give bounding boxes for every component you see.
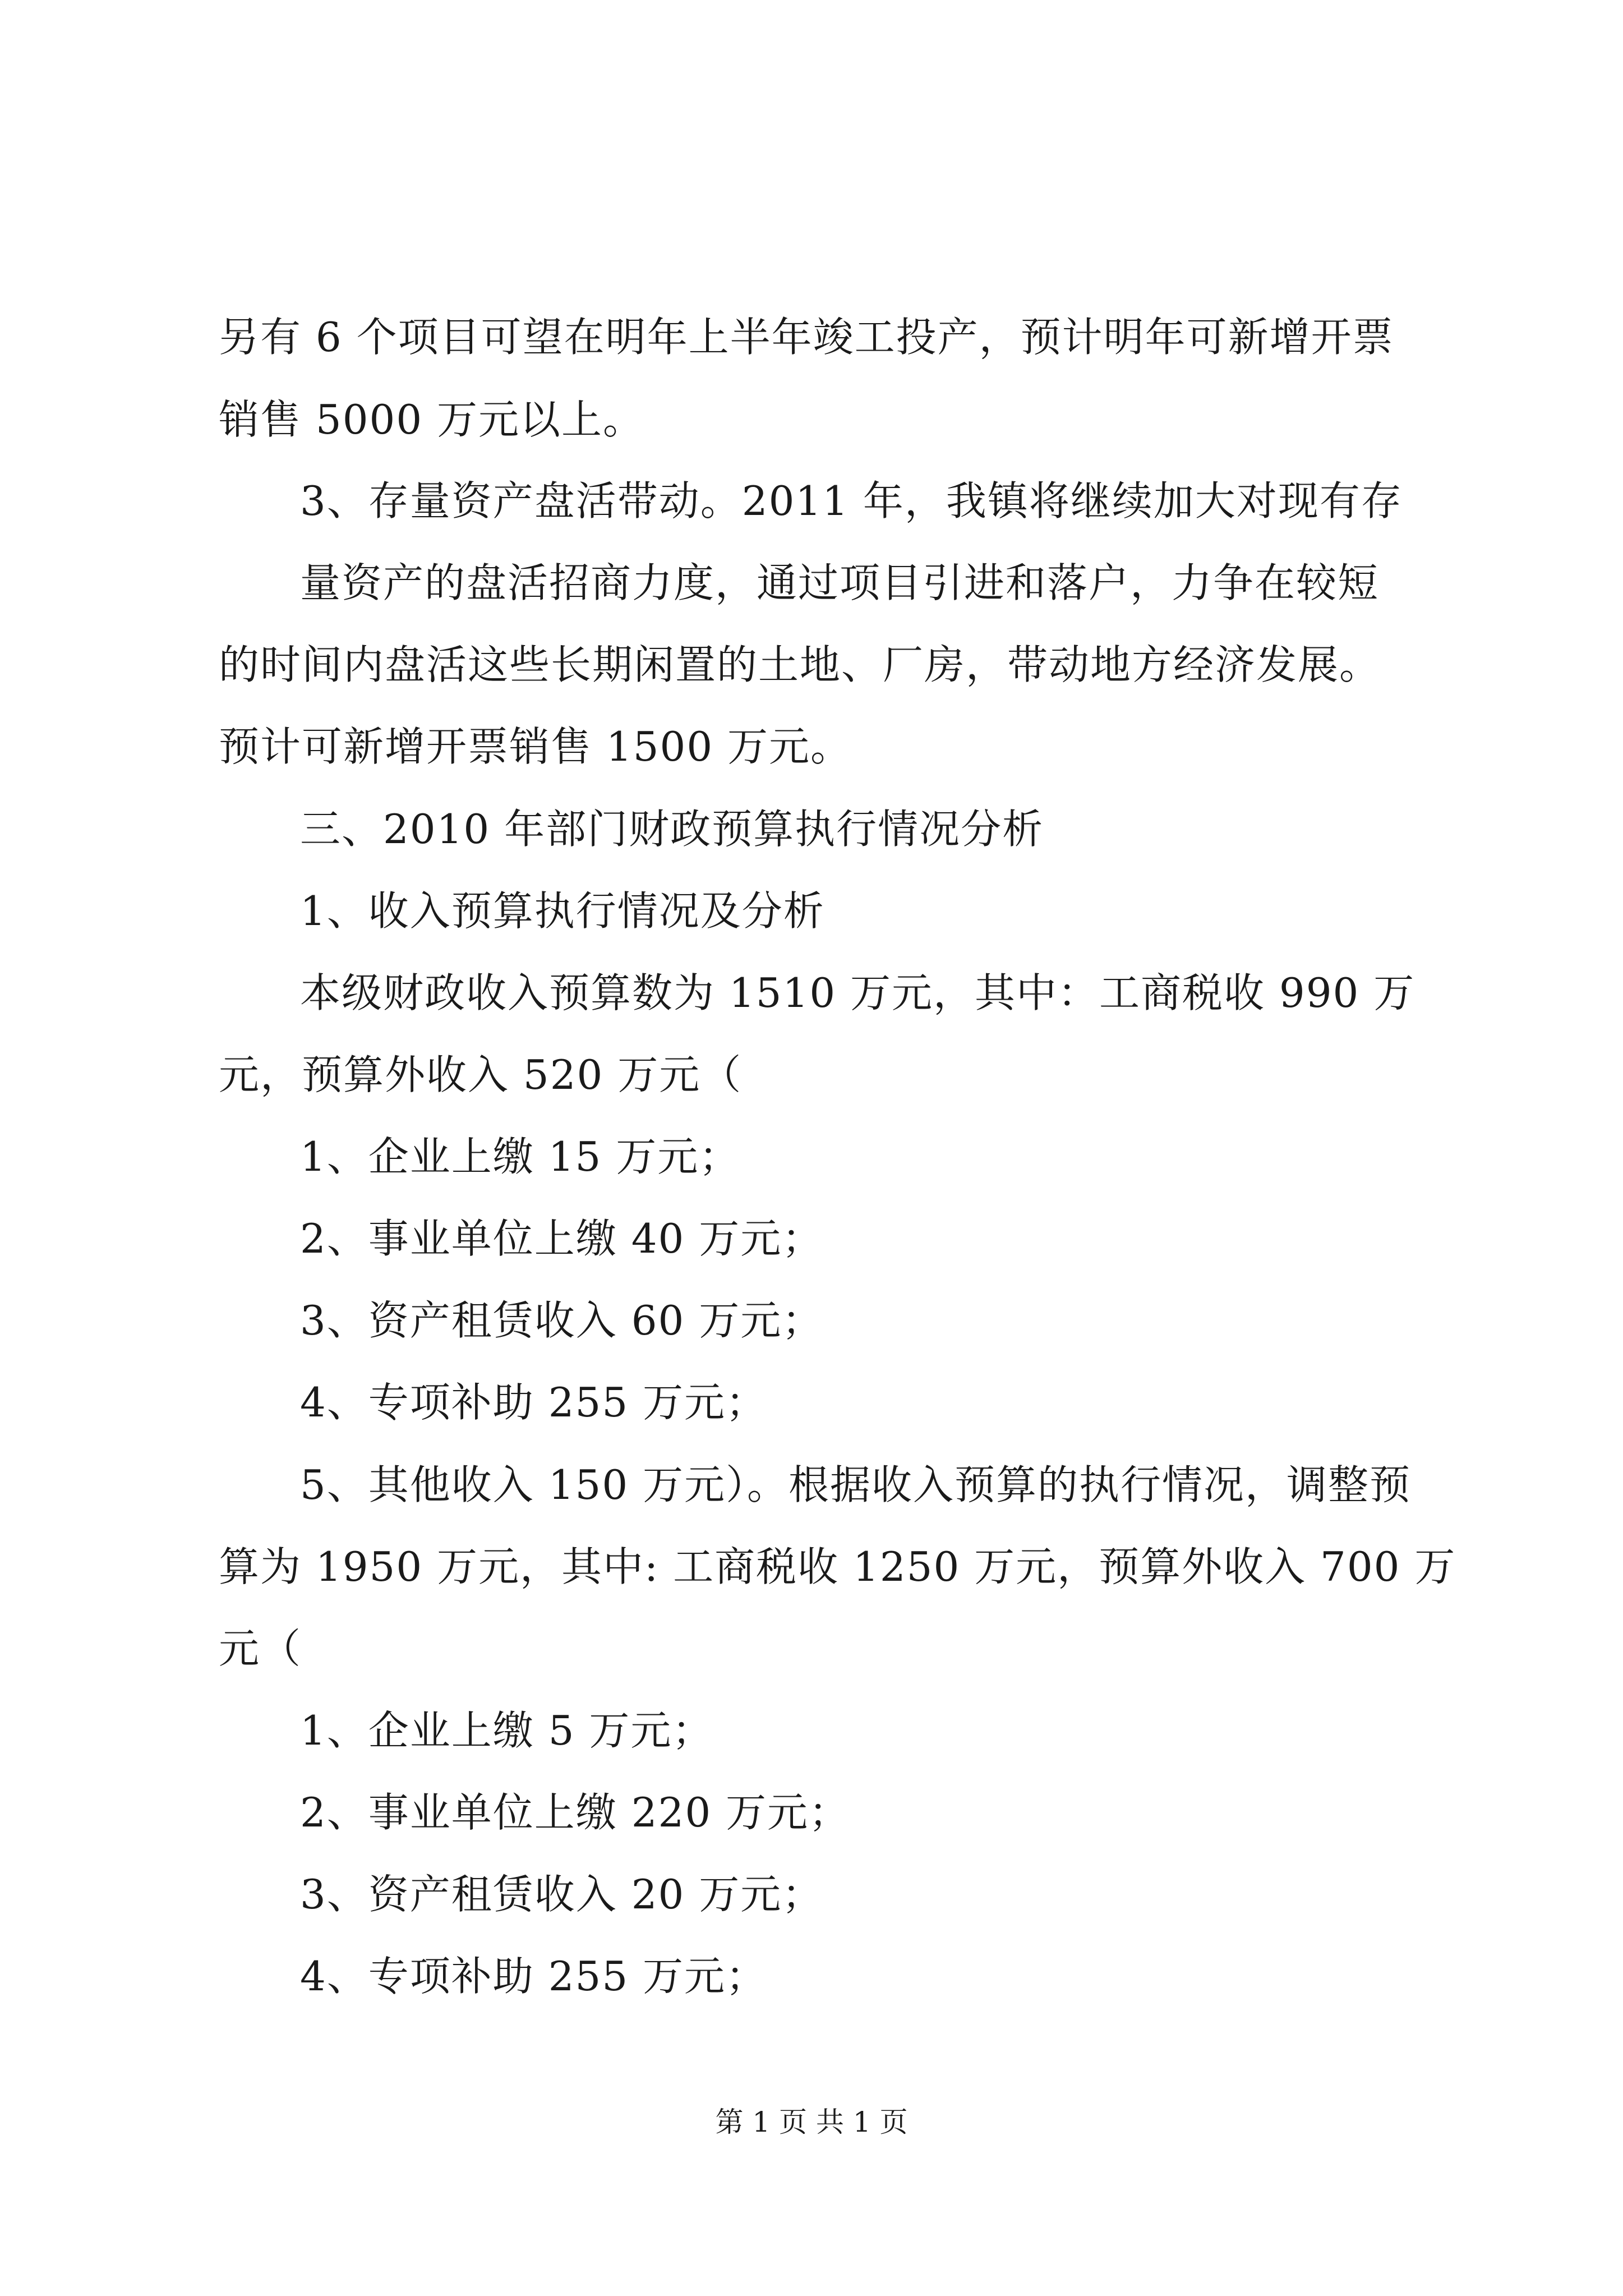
section-heading: 三、2010 年部门财政预算执行情况分析 — [300, 806, 1044, 853]
list-item: 2、事业单位上缴 40 万元； — [300, 1215, 824, 1262]
text-line: 量资产的盘活招商力度，通过项目引进和落户，力争在较短 — [300, 559, 1380, 606]
list-item: 5、其他收入 150 万元）。根据收入预算的执行情况，调整预 — [300, 1461, 1412, 1508]
text-line: 销售 5000 万元以上。 — [219, 396, 645, 443]
list-item: 2、事业单位上缴 220 万元； — [300, 1789, 851, 1836]
subsection-heading: 1、收入预算执行情况及分析 — [300, 887, 825, 935]
list-item: 4、专项补助 255 万元； — [300, 1953, 768, 2000]
text-line: 另有 6 个项目可望在明年上半年竣工投产，预计明年可新增开票 — [219, 314, 1394, 361]
text-line: 的时间内盘活这些长期闲置的土地、厂房，带动地方经济发展。 — [219, 641, 1381, 688]
text-line: 元，预算外收入 520 万元（ — [219, 1051, 743, 1098]
list-item: 1、企业上缴 15 万元； — [300, 1133, 741, 1180]
list-item: 4、专项补助 255 万元； — [300, 1379, 768, 1426]
list-item: 3、资产租赁收入 60 万元； — [300, 1297, 824, 1344]
text-line: 元（ — [219, 1625, 302, 1672]
text-line: 预计可新增开票销售 1500 万元。 — [219, 723, 852, 770]
text-line: 算为 1950 万元，其中: 工商税收 1250 万元，预算外收入 700 万 — [219, 1543, 1456, 1590]
list-item: 3、资产租赁收入 20 万元； — [300, 1871, 824, 1918]
text-line: 本级财政收入预算数为 1510 万元，其中：工商税收 990 万 — [300, 969, 1415, 1016]
page-footer: 第 1 页 共 1 页 — [715, 2106, 908, 2138]
list-item: 1、企业上缴 5 万元； — [300, 1707, 714, 1754]
text-line: 3、存量资产盘活带动。2011 年，我镇将继续加大对现有存 — [300, 477, 1403, 524]
